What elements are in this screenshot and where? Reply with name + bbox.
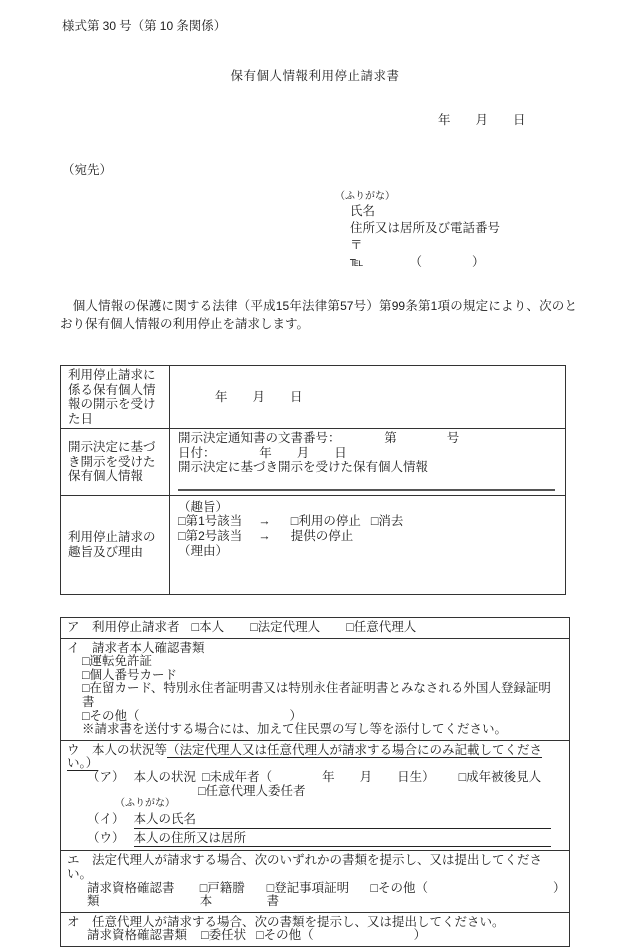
- voluntary-agent-heading: オ 任意代理人が請求する場合、次の書類を提示し、又は提出してください。: [67, 914, 505, 929]
- furigana-label: （ふりがな）: [115, 798, 175, 810]
- table-row: [61, 851, 570, 912]
- requester-info-table: [60, 617, 570, 947]
- checkbox-stop-use[interactable]: □利用の停止: [290, 514, 361, 528]
- checkbox-agent-delegator[interactable]: □任意代理人委任者: [198, 783, 306, 798]
- item-a-label: （ア）: [87, 769, 125, 784]
- checkbox-other-legal-doc[interactable]: □その他（ ）: [370, 880, 566, 895]
- date-field[interactable]: 年 月 日: [438, 113, 526, 127]
- checkbox-erase[interactable]: □消去: [370, 514, 404, 528]
- status-heading-label: ウ 本人の状況等: [67, 742, 168, 757]
- disclosure-date-field[interactable]: 年 月 日: [170, 366, 566, 429]
- addressee-label: （宛先）: [62, 163, 113, 177]
- checkbox-registry-certificate[interactable]: □登記事項証明書: [266, 880, 350, 909]
- qualification-docs-label: 請求資格確認書類: [87, 928, 188, 943]
- checkbox-self[interactable]: □本人: [191, 620, 225, 634]
- name-field-label[interactable]: 氏名: [350, 204, 376, 218]
- arrow-icon: →: [258, 528, 271, 543]
- disclosed-info-field[interactable]: [178, 478, 555, 491]
- stop-provision-label: 提供の停止: [290, 528, 354, 543]
- intro-paragraph: 個人情報の保護に関する法律（平成15年法律第57号）第99条第1項の規定により、次のとおり保有個人情報の利用停止を請求します。: [60, 299, 577, 331]
- principal-name-line: [87, 813, 563, 829]
- id-documents-heading: イ 請求者本人確認書類: [67, 640, 205, 655]
- status-heading-note: （法定代理人又は任意代理人が請求する場合にのみ記載してください。）: [67, 742, 543, 771]
- table-row: [61, 366, 566, 429]
- mailing-note: ※請求書を送付する場合には、加えて住民票の写し等を添付してください。: [82, 722, 508, 737]
- table-row: [61, 495, 566, 594]
- checkbox-power-of-attorney[interactable]: □委任状: [201, 928, 247, 943]
- checkbox-item2[interactable]: □第2号該当: [178, 528, 243, 543]
- checkbox-family-register[interactable]: □戸籍謄本: [199, 880, 245, 909]
- row-label: 利用停止請求に係る保有個人情報の開示を受けた日: [61, 366, 170, 429]
- table-row: [61, 429, 566, 496]
- requester-type-row: [67, 621, 563, 635]
- qualification-docs-label: 請求資格確認書類: [87, 880, 175, 909]
- reason-heading: （理由）: [178, 543, 229, 558]
- form-number: 様式第 30 号（第 10 条関係）: [62, 19, 227, 33]
- checkbox-minor[interactable]: □未成年者（ 年 月 日生）: [202, 769, 435, 784]
- tel-line[interactable]: [350, 254, 500, 271]
- request-detail-table: [60, 365, 566, 595]
- applicant-block: [335, 191, 500, 271]
- tel-label: ℡: [350, 255, 364, 269]
- checkbox-item1[interactable]: □第1号該当: [178, 514, 243, 528]
- table-row: [61, 912, 570, 946]
- principal-address-field[interactable]: 本人の住所又は居所: [134, 832, 551, 848]
- checkbox-other-id[interactable]: □その他（ ）: [82, 708, 303, 723]
- notice-date-field[interactable]: 日付： 年 月 日: [178, 445, 347, 460]
- checkbox-adult-ward[interactable]: □成年被後見人: [458, 769, 542, 784]
- item-i-label: （イ）: [87, 812, 125, 827]
- checkbox-driver-license[interactable]: □運転免許証: [82, 654, 153, 669]
- agent-delegator-line: [67, 785, 563, 799]
- checkbox-other-voluntary-doc[interactable]: □その他（ ）: [256, 928, 427, 943]
- page-title: 保有個人情報利用停止請求書: [230, 69, 400, 83]
- furigana-label: （ふりがな）: [335, 191, 395, 202]
- address-field-label[interactable]: 住所又は居所及び電話番号: [350, 221, 501, 235]
- principal-name-field[interactable]: 本人の氏名: [134, 813, 551, 829]
- purpose-item-2: [178, 529, 557, 544]
- principal-status-heading: [67, 744, 563, 771]
- tel-parens-field[interactable]: （ ）: [409, 255, 485, 269]
- disclosed-info-label: 開示決定に基づき開示を受けた保有個人情報: [178, 460, 429, 474]
- requester-type-options: [180, 621, 417, 635]
- legal-agent-heading: エ 法定代理人が請求する場合、次のいずれかの書類を提示し、又は提出してください。: [67, 853, 543, 881]
- row-label: 開示決定に基づき開示を受けた保有個人情報: [61, 429, 170, 496]
- arrow-icon: →: [258, 514, 271, 528]
- table-row: [61, 638, 570, 740]
- checkbox-legal-agent[interactable]: □法定代理人: [250, 620, 321, 634]
- legal-agent-docs-line: [87, 880, 566, 909]
- row-label: 利用停止請求の趣旨及び理由: [61, 495, 170, 594]
- voluntary-agent-docs-line: [87, 929, 563, 943]
- checkbox-residence-card[interactable]: □在留カード、特別永住者証明書又は特別永住者証明書とみなされる外国人登録証明書: [82, 681, 551, 709]
- table-row: [61, 618, 570, 639]
- checkbox-my-number-card[interactable]: □個人番号カード: [82, 667, 178, 682]
- checkbox-voluntary-agent[interactable]: □任意代理人: [346, 620, 417, 634]
- purpose-item-1: [178, 514, 557, 529]
- postal-mark[interactable]: 〒: [350, 238, 363, 252]
- notice-doc-number-field[interactable]: 開示決定通知書の文書番号： 第 号: [178, 431, 460, 445]
- table-row: [61, 740, 570, 851]
- status-title: 本人の状況: [133, 769, 197, 784]
- requester-type-label: ア 利用停止請求者: [67, 620, 180, 634]
- principal-address-line: [87, 832, 563, 848]
- item-u-label: （ウ）: [87, 830, 125, 845]
- purpose-heading: （趣旨）: [178, 499, 229, 514]
- principal-status-line: [87, 771, 563, 785]
